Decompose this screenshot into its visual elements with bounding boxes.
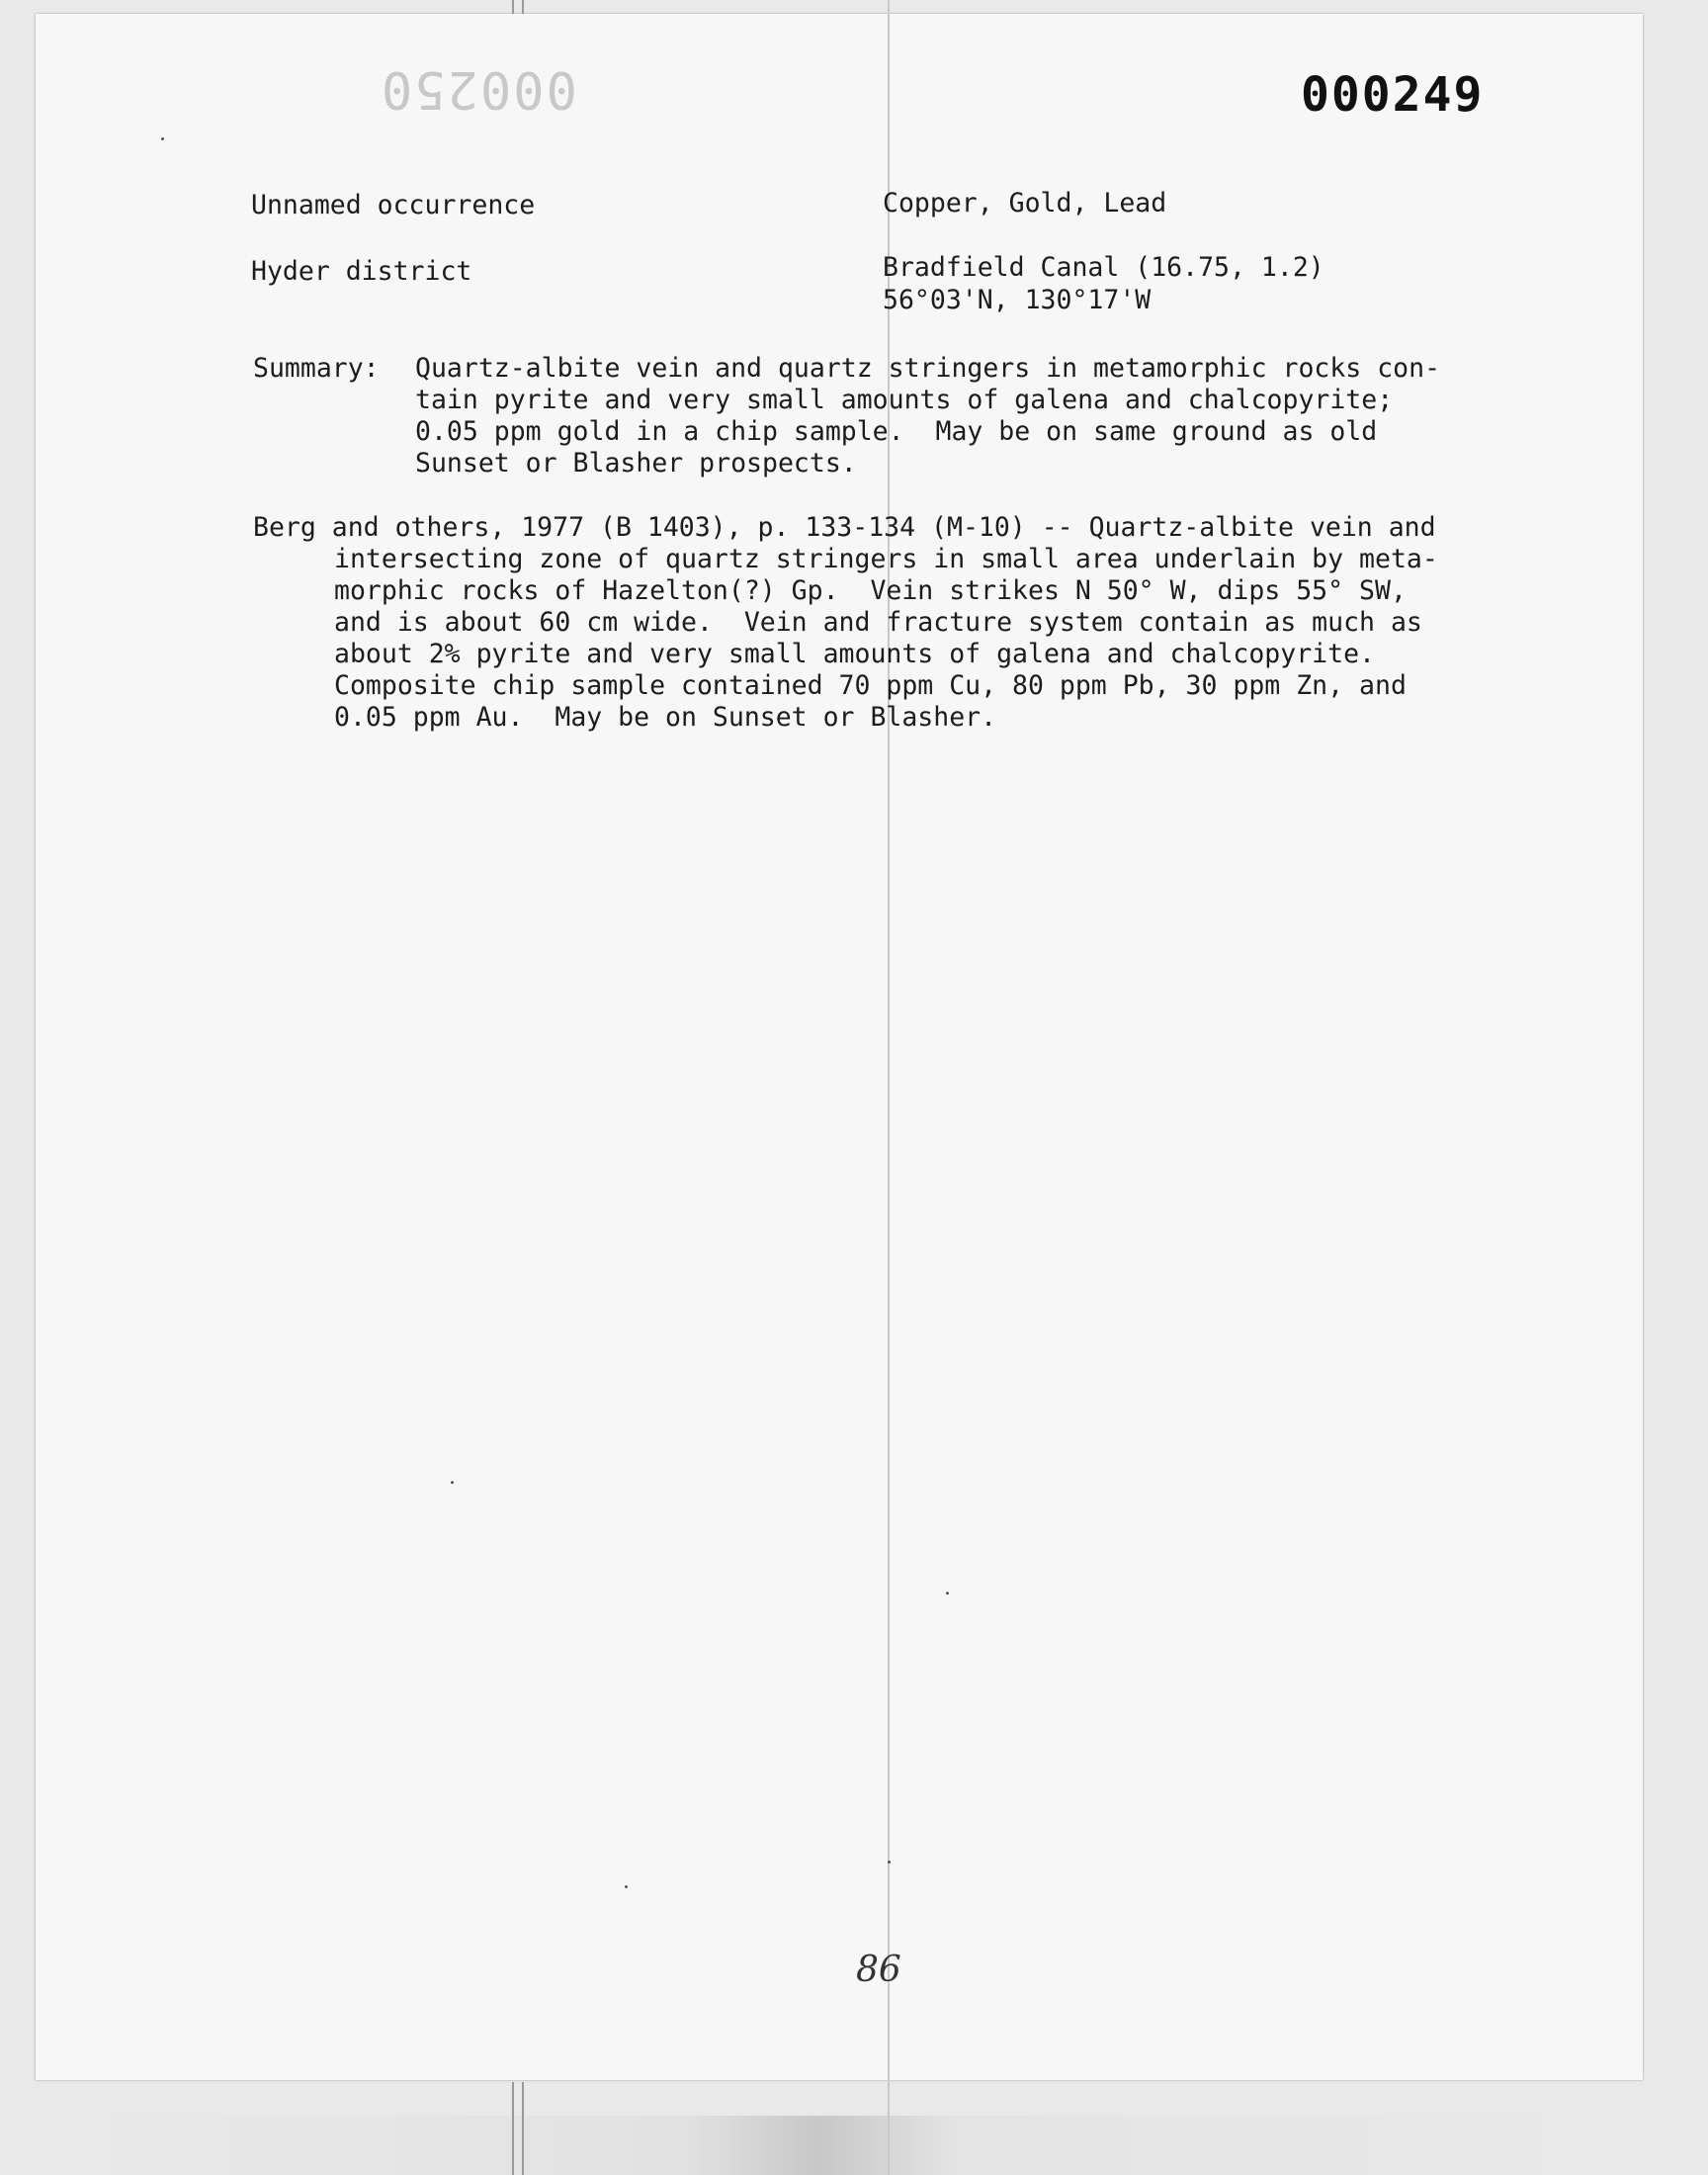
document-page bbox=[36, 14, 1643, 2080]
occurrence-name: Unnamed occurrence bbox=[251, 190, 536, 220]
reference-line: 0.05 ppm Au. May be on Sunset or Blasher. bbox=[334, 702, 997, 733]
binder-mark bbox=[512, 0, 514, 14]
scan-speck bbox=[888, 1861, 891, 1864]
binder-mark bbox=[522, 0, 524, 14]
scan-speck bbox=[451, 1481, 454, 1484]
summary-line: 0.05 ppm gold in a chip sample. May be on same ground as old bbox=[415, 416, 1378, 447]
reference-line: and is about 60 cm wide. Vein and fracture system contain as much as bbox=[334, 607, 1422, 638]
reference-line: Composite chip sample contained 70 ppm Cu, 80 ppm Pb, 30 ppm Zn, and bbox=[334, 670, 1407, 701]
binder-mark bbox=[512, 2082, 514, 2175]
ghost-page-stamp: 000250 bbox=[380, 59, 577, 119]
commodities: Copper, Gold, Lead bbox=[883, 188, 1167, 218]
reference-line: intersecting zone of quartz stringers in small area underlain by meta- bbox=[334, 544, 1438, 574]
quadrangle: Bradfield Canal (16.75, 1.2) bbox=[883, 252, 1324, 283]
scan-speck bbox=[625, 1885, 628, 1888]
binder-mark bbox=[522, 2082, 524, 2175]
summary-label: Summary: bbox=[253, 353, 380, 384]
fold-line bbox=[888, 0, 890, 2175]
summary-line: Sunset or Blasher prospects. bbox=[415, 448, 857, 478]
scanner-bottom-strip bbox=[0, 2116, 1708, 2175]
page-number-stamp: 000249 bbox=[1301, 67, 1485, 123]
reference-line: morphic rocks of Hazelton(?) Gp. Vein strikes N 50° W, dips 55° SW, bbox=[334, 575, 1407, 606]
scan-speck bbox=[161, 137, 164, 140]
scan-speck bbox=[946, 1592, 949, 1595]
coordinates: 56°03'N, 130°17'W bbox=[883, 285, 1152, 315]
reference-line: Berg and others, 1977 (B 1403), p. 133-134 (M-10) -- Quartz-albite vein and bbox=[253, 512, 1436, 543]
summary-line: tain pyrite and very small amounts of galena and chalcopyrite; bbox=[415, 385, 1394, 415]
reference-line: about 2% pyrite and very small amounts of galena and chalcopyrite. bbox=[334, 639, 1375, 669]
district: Hyder district bbox=[251, 256, 472, 287]
summary-line: Quartz-albite vein and quartz stringers in metamorphic rocks con- bbox=[415, 353, 1441, 384]
handwritten-page-number: 86 bbox=[856, 1950, 901, 1990]
